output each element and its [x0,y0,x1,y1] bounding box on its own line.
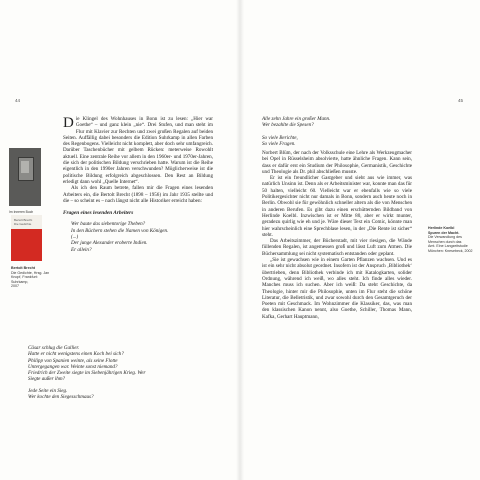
book-cover-title: Die Gedichte [14,222,32,226]
book-caption: Bertolt Brecht Die Gedichte, Hrsg. Jan Knopf, Frankfurt: Suhrkamp, 2007 [11,266,50,289]
photo-caption: Im Inneren Buch [9,210,34,214]
body-paragraph: Die Klingel des Wohnhauses in Bonn ist zu lesen: „Hier war Goethe“ – und ganz klein „nie“. Drei Stufen, und man steht im Flur mit Klavier zur Rechten und zwei großen Regalen auf beiden Seiten. Auffällig dabei besonders die Edition Suhrkamp in allen Farben des Regenbogens. Vielleicht nicht komplett, aber doch sehr umfangreich. Darüber Taschenbücher mit gelbem Rücken: meterweise Rowohlt aktuell. Eine zentrale Reihe vor allem in den 1960er- und 1970er-Jahren, die sich der politischen Bildung verschrieben hatte. Warum ist die Reihe eigentlich in den 1990er Jahren verschwunden? Möglicherweise ist die politische Bildung erfolgreich abgeschlossen. Den Rest an Bildung erledigt dann wohl „Quelle Internet“. [63,115,213,185]
body-paragraph: Norbert Blüm, der nach der Volksschule eine Lehre als Werkzeugmacher bei Opel in Rüsselsheim absolvierte, hatte ähnliche Fragen. Kann sein, dass er dafür erst ein Studium der Philosophie, Germanistik, Geschichte und Theologie als Dr. phil abschließen musste. [262,150,412,175]
body-paragraph: Er ist ein freundlicher Gastgeber und sieht aus wie immer, was natürlich Unsinn ist. Denn als er Arbeitsminister war, konnte man das für 50 halten, vielleicht 60. Vielleicht war er ebenfalls wie so viele Politikergesichter nicht nur damals in Bonn, sondern auch heute noch in Berlin. Obwohl sie für gewöhnlich schneller altern als die von Menschen in anderen Berufen. Es gibt dazu einen erschütternden Bildband von Herlinde Koelbl. Inzwischen ist er Mitte 80, aber er wirkt munter, geradezu quirlig wie eh und je. Wäre dieser Text ein Comic, könnte man hier wahrscheinlich eine Sprechblase lesen, in der „Die Rente ist sicher“ steht. [262,175,412,238]
left-body-column [63,116,213,253]
photo-interior [9,148,41,206]
poem-heading: Fragen eines lesenden Arbeiters [63,210,134,217]
body-paragraph: Als ich den Raum betrete, fallen mir die Fragen eines lesenden Arbeiters ein, die Bertolt Brecht (1898 – 1956) im Jahr 1935 stellte und die – so scheint es – nach längst nicht alle Historiker erreicht haben: [63,185,213,204]
right-page [240,0,480,480]
poem-end: Alle zehn Jahre ein großer Mann. Wer bezahlte die Spesen? So viele Berichte, So viele Fragen. [262,116,331,147]
poem-stanza: Wer baute das siebentorige Theben? In den Büchern stehen die Namen von Königen. (...) Der junge Alexander eroberte Indien. Er allein? [71,221,169,253]
book-cover-image [11,215,42,261]
body-paragraph: „Sie ist gewachsen wie in einem Garten Pflanzen wachsen. Und es ist ein sehr nicht absolut geordnet. Insofern ist der Anspruch ‚Bibliothek‘ übertrieben, denn Bibliothek verbinde ich mit Katalogkarten, solider Ordnung, während ich weiß, wo alles steht. Ich finde alles wieder. Manches muss ich suchen. Aber ich weiß: Da steht Geschichte, da Theologie, hinter mir die Philosophie, unten im Flur steht die schöne Literatur, die Belletristik, und zwar sowohl durch den Gesamtgeruch der Poeten mit Geschmack. Im Wohnzimmer die Klassiker, das, was man den klassischen Kanon nennt, also Goethe, Schiller, Thomas Mann, Kafka, Gerhart Hauptmann, [262,257,412,320]
sidebar-caption: Herlinde Koelbl Spuren der Macht. Die Verwandlung des Menschen durch das Amt. Eine Langzeitstudie München: Knesebeck, 2002 [428,226,473,253]
right-body-column [262,150,412,320]
book-cover-author: Bertolt Brecht [14,218,33,222]
page-number-right: 45 [458,98,464,103]
dropcap: D [63,115,74,131]
body-paragraph: Das Arbeitszimmer, der Bücherstadt, mit vier riesigen, die Wände füllenden Regalen, ist angemessen groß und lässt Luft zum Atmen. Die Büchersammlung sei nicht systematisch entstanden oder geplant. [262,238,412,257]
page-number-left: 44 [15,98,21,103]
book-gutter [236,0,244,480]
poem-stanza-2: Cäsar schlug die Gallier. Hatte er nicht wenigstens einen Koch bei sich? Philipp von Spanien weinte, als seine Flotte Untergegangen war. Weinte sonst niemand? Friedrich der Zweite siegte im Siebenjährigen Krieg. Wer Siegte außer ihm? Jede Seite ein Sieg. Wer kochte den Siegesschmaus? [28,345,146,401]
